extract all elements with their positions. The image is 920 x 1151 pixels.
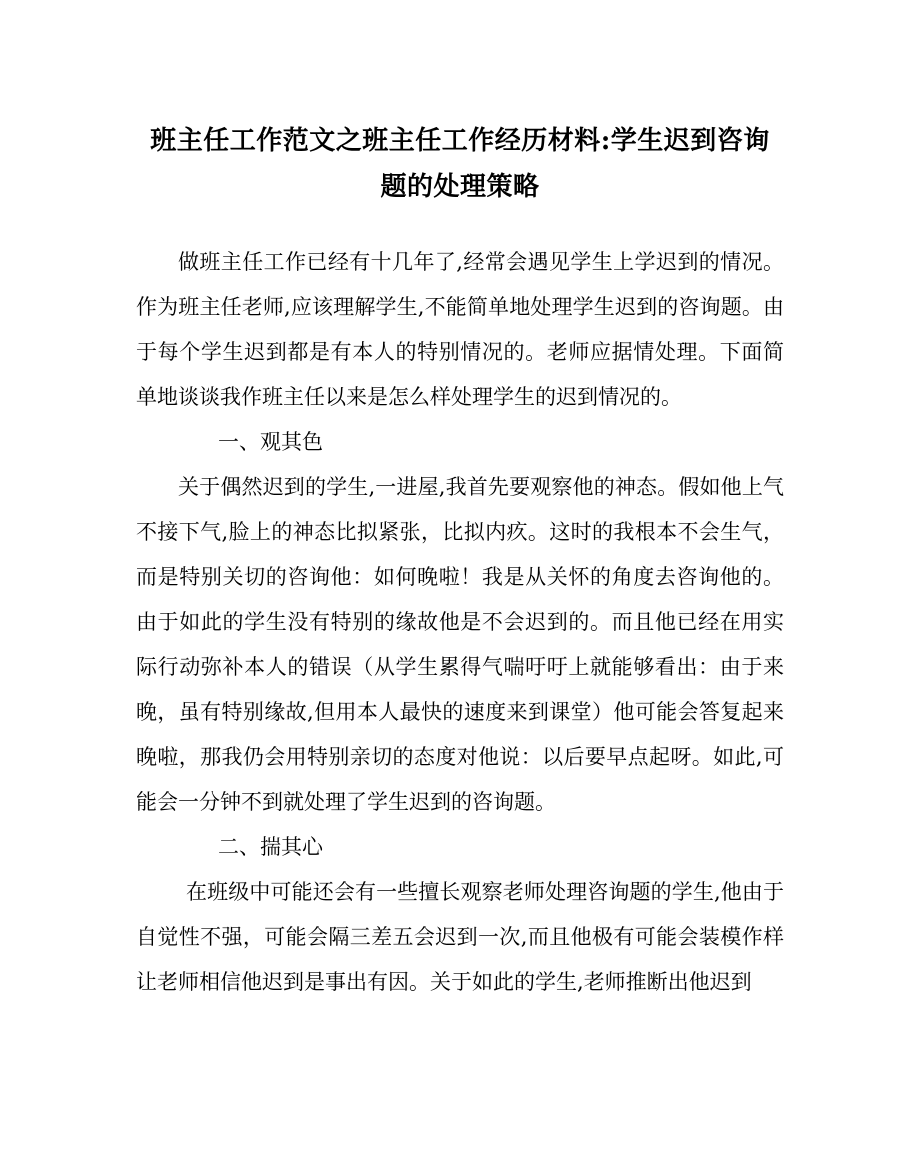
document-body <box>136 240 784 1005</box>
title-line-2: 题的处理策略 <box>380 172 540 202</box>
section-understand-paragraph: 在班级中可能还会有一些擅长观察老师处理咨询题的学生,他由于自觉性不强，可能会隔三差五会迟到一次,而且他极有可能会装模作样让老师相信他迟到是事出有因。关于如此的学生,老师推断出他迟到 <box>136 880 784 994</box>
section-observe-paragraph: 关于偶然迟到的学生,一进屋,我首先要观察他的神态。假如他上气不接下气,脸上的神态比拟紧张，比拟内疚。这时的我根本不会生气，而是特别关切的咨询他：如何晚啦！我是从关怀的角度去咨询他的。由于如此的学生没有特别的缘故他是不会迟到的。而且他已经在用实际行动弥补本人的错误（从学生累得气喘吁吁上就能够看出：由于来晚，虽有特别缘故,但用本人最快的速度来到课堂）他可能会答复起来晚啦，那我仍会用特别亲切的态度对他说：以后要早点起呀。如此,可能会一分钟不到就处理了学生迟到的咨询题。 <box>136 475 784 814</box>
document-title <box>136 118 784 210</box>
section-heading-observe: 一、观其色 <box>218 430 323 454</box>
title-line-1: 班主任工作范文之班主任工作经历材料:学生迟到咨询 <box>150 126 770 156</box>
section-heading-understand: 二、揣其心 <box>218 835 323 859</box>
intro-paragraph: 做班主任工作已经有十几年了,经常会遇见学生上学迟到的情况。作为班主任老师,应该理解学生,不能简单地处理学生迟到的咨询题。由于每个学生迟到都是有本人的特别情况的。老师应据情处理。下面简单地谈谈我作班主任以来是怎么样处理学生的迟到情况的。 <box>136 250 784 409</box>
